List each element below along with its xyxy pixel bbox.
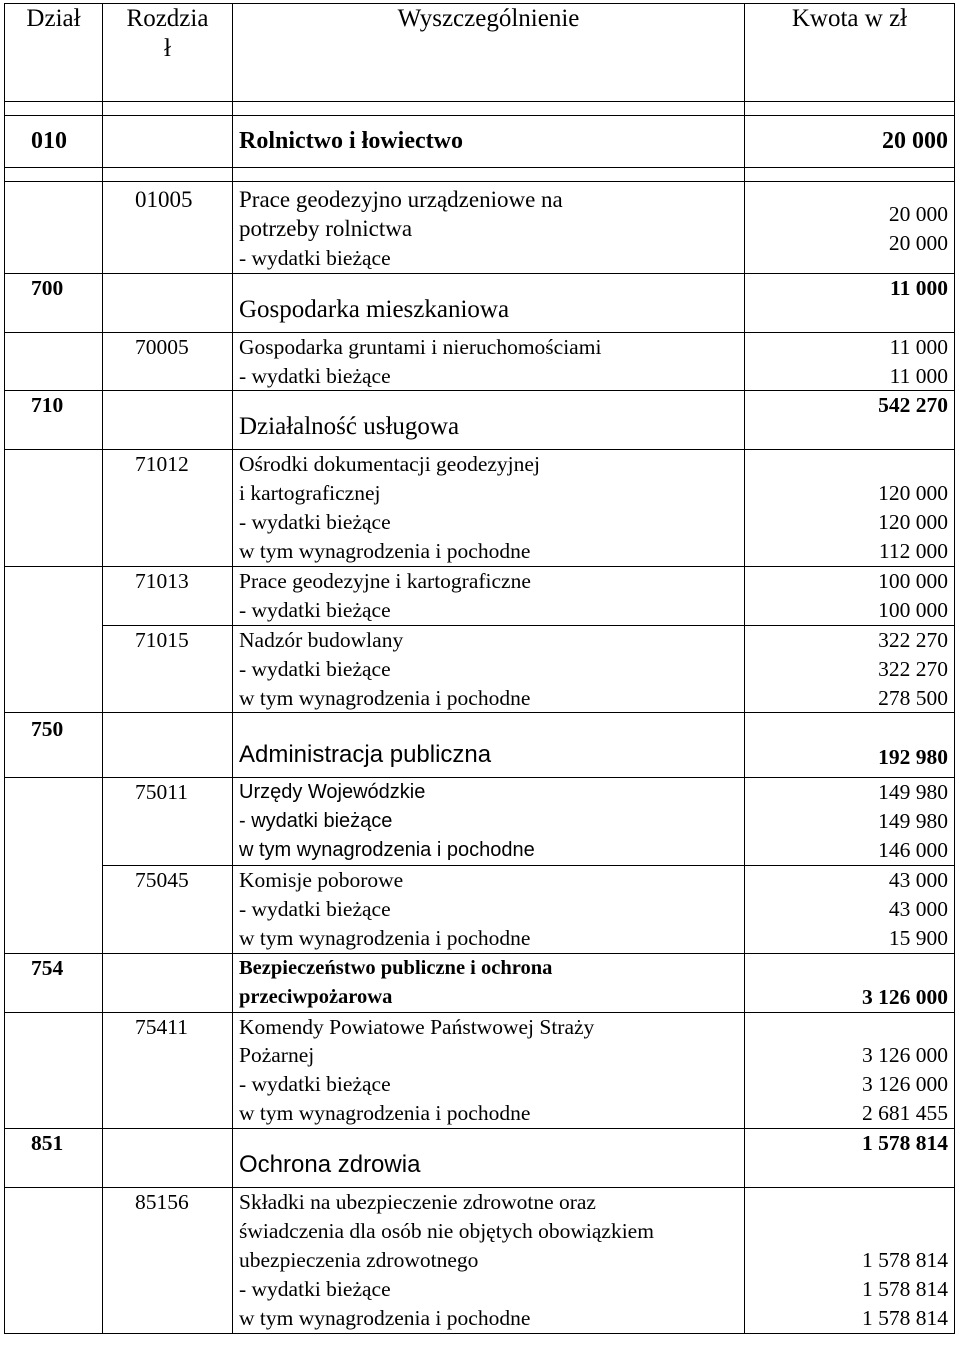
- section-chapter-empty: [103, 953, 233, 1012]
- header-wyszczegolnienie: Wyszczególnienie: [233, 4, 745, 102]
- section-code: 754: [5, 953, 103, 1012]
- chapter-amounts: [745, 625, 955, 713]
- chapter-amounts: [745, 182, 955, 274]
- chapter-code: 70005: [103, 332, 233, 391]
- chapter-row-85156: [5, 1188, 955, 1333]
- chapter-line: - wydatki bieżące: [239, 1072, 391, 1097]
- section-row-010: [5, 116, 955, 168]
- header-rozdzial-line-2: ł: [164, 35, 171, 62]
- chapter-line: w tym wynagrodzenia i pochodne: [239, 925, 531, 950]
- header-rozdzial: [103, 4, 233, 102]
- chapter-amount: 11 000: [889, 363, 948, 388]
- table-header-row: [5, 4, 955, 102]
- chapter-amount: 20 000: [888, 202, 948, 226]
- chapter-line: - wydatki bieżące: [239, 363, 391, 388]
- chapter-amounts: [745, 866, 955, 954]
- header-dzial: Dział: [5, 4, 103, 102]
- chapter-dzial-empty: [5, 1012, 103, 1129]
- section-chapter-empty: [103, 1129, 233, 1188]
- chapter-amount: 43 000: [888, 868, 948, 893]
- section-title-line: Bezpieczeństwo publiczne i ochrona: [239, 956, 553, 979]
- chapter-description: [233, 182, 745, 274]
- chapter-amounts: [745, 778, 955, 866]
- chapter-line: Składki na ubezpieczenie zdrowotne oraz: [239, 1190, 596, 1215]
- section-row-851: [5, 1129, 955, 1188]
- chapter-line: Komisje poborowe: [239, 868, 404, 893]
- chapter-line: - wydatki bieżące: [239, 1276, 391, 1301]
- chapter-line: świadczenia dla osób nie objętych obowiązkiem: [239, 1219, 654, 1244]
- section-row-754: [5, 953, 955, 1012]
- chapter-amount: 120 000: [878, 510, 948, 535]
- chapter-line: w tym wynagrodzenia i pochodne: [239, 1101, 531, 1126]
- chapter-amounts: [745, 567, 955, 626]
- section-title: [233, 953, 745, 1012]
- chapter-amounts: [745, 1012, 955, 1129]
- chapter-dzial-empty: [5, 625, 103, 713]
- section-chapter-empty: [103, 273, 233, 332]
- chapter-line: - wydatki bieżące: [239, 897, 391, 922]
- section-amount: 11 000: [745, 273, 955, 332]
- chapter-row-75011: [5, 778, 955, 866]
- chapter-description: [233, 625, 745, 713]
- chapter-amount: 3 126 000: [862, 1072, 948, 1097]
- section-title: Gospodarka mieszkaniowa: [233, 273, 745, 332]
- section-title: Działalność usługowa: [233, 391, 745, 450]
- section-chapter-empty: [103, 116, 233, 168]
- chapter-dzial-empty: [5, 450, 103, 567]
- chapter-line: Urzędy Wojewódzkie: [239, 781, 426, 804]
- chapter-dzial-empty: [5, 182, 103, 274]
- chapter-row-01005: [5, 182, 955, 274]
- chapter-line: w tym wynagrodzenia i pochodne: [239, 685, 531, 710]
- chapter-amount: 15 900: [888, 925, 948, 950]
- chapter-line: i kartograficznej: [239, 481, 381, 506]
- chapter-amounts: [745, 450, 955, 567]
- chapter-amount: 1 578 814: [862, 1247, 948, 1272]
- chapter-row-70005: [5, 332, 955, 391]
- chapter-line: w tym wynagrodzenia i pochodne: [239, 839, 535, 862]
- section-row-710: [5, 391, 955, 450]
- chapter-description: [233, 778, 745, 866]
- chapter-line: potrzeby rolnictwa: [239, 215, 413, 241]
- chapter-amount: 100 000: [878, 569, 948, 594]
- chapter-description: [233, 332, 745, 391]
- section-row-700: [5, 273, 955, 332]
- chapter-line: - wydatki bieżące: [239, 656, 391, 681]
- chapter-amounts: [745, 332, 955, 391]
- chapter-line: - wydatki bieżące: [239, 245, 391, 270]
- chapter-dzial-empty: [5, 332, 103, 391]
- section-title: Administracja publiczna: [233, 713, 745, 778]
- chapter-line: Prace geodezyjno urządzeniowe na: [239, 187, 563, 212]
- chapter-line: w tym wynagrodzenia i pochodne: [239, 539, 531, 564]
- chapter-line: - wydatki bieżące: [239, 597, 391, 622]
- chapter-description: [233, 1188, 745, 1333]
- section-amount: 542 270: [745, 391, 955, 450]
- chapter-dzial-empty: [5, 1188, 103, 1333]
- chapter-description: [233, 866, 745, 954]
- chapter-description: [233, 450, 745, 567]
- section-code: 700: [5, 273, 103, 332]
- chapter-amount: 43 000: [888, 897, 948, 922]
- chapter-amount: 3 126 000: [862, 1043, 948, 1068]
- chapter-amount: 20 000: [888, 230, 948, 255]
- chapter-code: 75411: [103, 1012, 233, 1129]
- chapter-line: Komendy Powiatowe Państwowej Straży: [239, 1014, 595, 1039]
- chapter-amount: 149 980: [878, 780, 948, 805]
- chapter-amount: 322 270: [878, 627, 948, 652]
- chapter-code: 75011: [103, 778, 233, 866]
- chapter-line: Prace geodezyjne i kartograficzne: [239, 569, 531, 594]
- chapter-line: Gospodarka gruntami i nieruchomościami: [239, 334, 602, 359]
- chapter-amount: 100 000: [878, 597, 948, 622]
- chapter-row-71015: [5, 625, 955, 713]
- section-code: 710: [5, 391, 103, 450]
- chapter-amounts: [745, 1188, 955, 1333]
- chapter-dzial-empty: [5, 778, 103, 866]
- chapter-line: ubezpieczenia zdrowotnego: [239, 1247, 479, 1272]
- section-code: 750: [5, 713, 103, 778]
- chapter-row-75045: [5, 866, 955, 954]
- section-chapter-empty: [103, 713, 233, 778]
- section-row-750: [5, 713, 955, 778]
- chapter-code: 75045: [103, 866, 233, 954]
- section-title-line: przeciwpożarowa: [239, 985, 393, 1008]
- chapter-line: Pożarnej: [239, 1043, 315, 1068]
- chapter-row-71012: [5, 450, 955, 567]
- section-chapter-empty: [103, 391, 233, 450]
- section-code: 010: [5, 116, 103, 168]
- chapter-code: 71013: [103, 567, 233, 626]
- header-kwota: Kwota w zł: [745, 4, 955, 102]
- spacer-row: [5, 102, 955, 116]
- budget-table: [4, 3, 955, 1334]
- chapter-line: w tym wynagrodzenia i pochodne: [239, 1305, 531, 1330]
- spacer-row: [5, 168, 955, 182]
- chapter-line: - wydatki bieżące: [239, 810, 393, 833]
- header-rozdzial-line-1: Rozdzia: [126, 5, 209, 32]
- section-code: 851: [5, 1129, 103, 1188]
- section-amount: 1 578 814: [745, 1129, 955, 1188]
- chapter-dzial-empty: [5, 567, 103, 626]
- chapter-row-71013: [5, 567, 955, 626]
- chapter-amount: 322 270: [878, 656, 948, 681]
- section-amount: 20 000: [745, 116, 955, 168]
- chapter-amount: 11 000: [889, 334, 948, 359]
- chapter-amount: 112 000: [878, 539, 948, 564]
- chapter-amount: 146 000: [878, 838, 948, 863]
- chapter-amount: 1 578 814: [862, 1305, 948, 1330]
- chapter-line: Nadzór budowlany: [239, 627, 404, 652]
- chapter-description: [233, 1012, 745, 1129]
- chapter-amount: 2 681 455: [862, 1101, 948, 1126]
- section-amount: 192 980: [745, 713, 955, 778]
- chapter-amount: 120 000: [878, 481, 948, 506]
- chapter-code: 71012: [103, 450, 233, 567]
- section-title: Ochrona zdrowia: [233, 1129, 745, 1188]
- chapter-line: Ośrodki dokumentacji geodezyjnej: [239, 452, 540, 477]
- chapter-dzial-empty: [5, 866, 103, 954]
- chapter-code: 85156: [103, 1188, 233, 1333]
- chapter-code: 71015: [103, 625, 233, 713]
- chapter-amount: 149 980: [878, 809, 948, 834]
- chapter-row-75411: [5, 1012, 955, 1129]
- chapter-amount: 1 578 814: [862, 1276, 948, 1301]
- chapter-amount: 278 500: [878, 685, 948, 710]
- section-title: Rolnictwo i łowiectwo: [233, 116, 745, 168]
- chapter-description: [233, 567, 745, 626]
- chapter-line: - wydatki bieżące: [239, 510, 391, 535]
- chapter-code: 01005: [103, 182, 233, 274]
- section-amount-value: 3 126 000: [862, 984, 948, 1009]
- section-amount: [745, 953, 955, 1012]
